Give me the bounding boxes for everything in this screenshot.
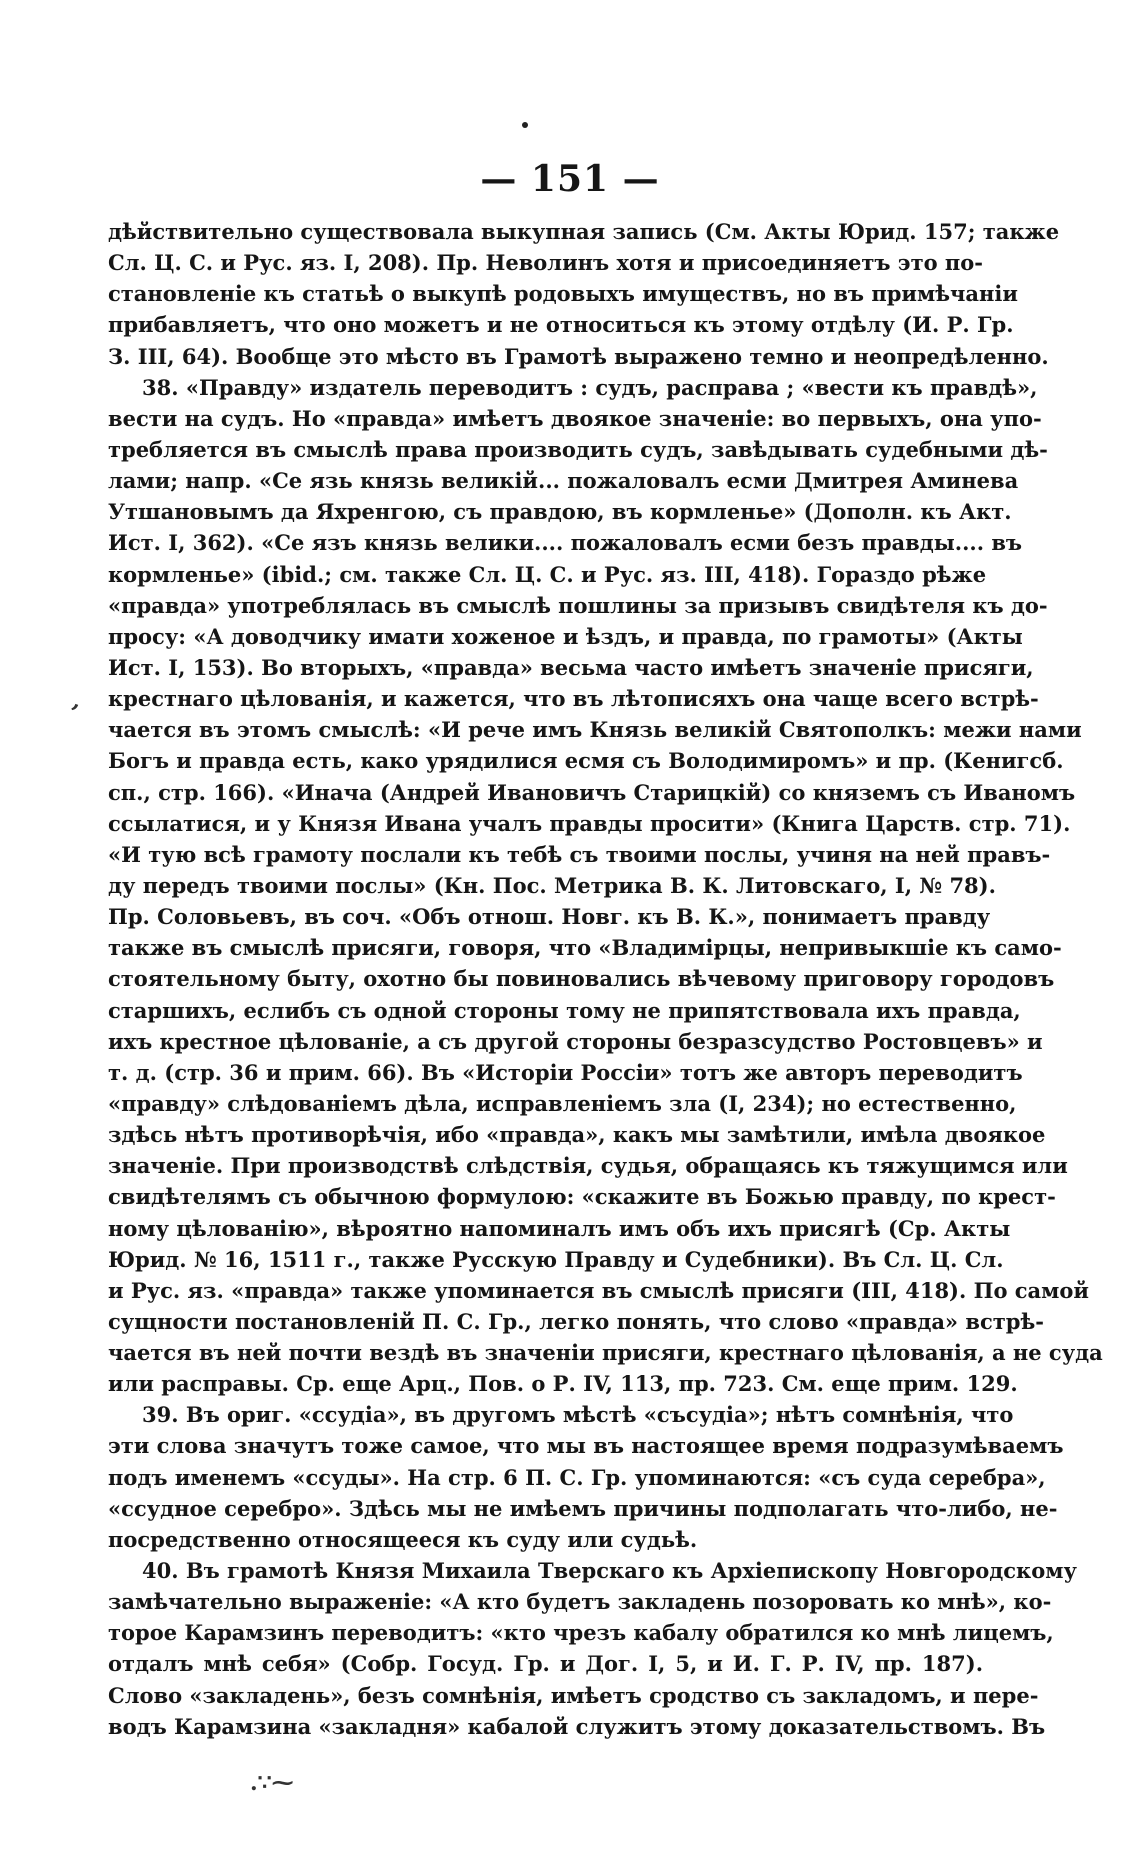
text-line: крестнаго цѣлованія, и кажется, что въ лѣтописяхъ она чаще всего встрѣ- [108,686,1039,712]
text-line: Сл. Ц. С. и Рус. яз. I, 208). Пр. Неволинъ хотя и присоединяетъ это по- [108,250,983,276]
text-line: посредственно относящееся къ суду или судьѣ. [108,1526,698,1552]
text-line: также въ смыслѣ присяги, говоря, что «Владимірцы, непривыкшіе къ само- [108,935,1062,961]
page-number: — 151 — [480,158,660,200]
text-line: Пр. Соловьевъ, въ соч. «Объ отнош. Новг. къ В. К.», понимаетъ правду [108,904,991,930]
text-line: сущности постановленій П. С. Гр., легко понять, что слово «правда» встрѣ- [108,1308,1044,1334]
speck-mark [522,122,528,128]
bottom-ink-mark: .∵⁓ [250,1770,294,1796]
text-line: 38. «Правду» издатель переводитъ : судъ, расправа ; «вести къ правдѣ», [142,374,1038,400]
text-line: вести на судъ. Но «правда» имѣетъ двоякое значеніе: во первыхъ, она упо- [108,405,1042,431]
text-line: З. III, 64). Вообще это мѣсто въ Грамотѣ выражено темно и неопредѣленно. [108,343,1049,369]
text-line: старшихъ, еслибъ съ одной стороны тому не припятствовала ихъ правда, [108,997,1021,1023]
text-line: торое Карамзинъ переводитъ: «кто чрезъ кабалу обратился ко мнѣ лицемъ, [108,1620,1054,1646]
text-line: отдалъ мнѣ себя» (Собр. Госуд. Гр. и Дог. I, 5, и И. Г. Р. IV, пр. 187). [108,1651,983,1677]
text-line: или расправы. Ср. еще Арц., Пов. о Р. IV, 113, пр. 723. См. еще прим. 129. [108,1371,1018,1397]
text-line: Богъ и правда есть, како урядилися есмя съ Володимиромъ» и пр. (Кенигсб. [108,748,1064,774]
text-line: ихъ крестное цѣлованіе, а съ другой стороны безразсудство Ростовцевъ» и [108,1028,1043,1054]
text-line: чается въ ней почти вездѣ въ значеніи присяги, крестнаго цѣлованія, а не суда [108,1340,1103,1366]
text-line: «правду» слѣдованіемъ дѣла, исправленіемъ зла (I, 234); но естественно, [108,1090,1017,1116]
body-text [108,216,1103,1742]
text-line: «правда» употреблялась въ смыслѣ пошлины за призывъ свидѣтеля къ до- [108,592,1048,618]
text-line: ному цѣлованію», вѣроятно напоминалъ имъ объ ихъ присягѣ (Ср. Акты [108,1215,1011,1241]
text-line: Ист. I, 362). «Се язъ князь велики.... пожаловалъ есми безъ правды.... въ [108,530,1023,556]
text-line: становленіе къ статьѣ о выкупѣ родовыхъ имуществъ, но въ примѣчаніи [108,281,1018,307]
text-line: водъ Карамзина «закладня» кабалой служитъ этому доказательствомъ. Въ [108,1713,1046,1739]
text-line: подъ именемъ «ссуды». На стр. 6 П. С. Гр. упоминаются: «съ суда серебра», [108,1464,1046,1490]
text-line: 39. Въ ориг. «ссудіа», въ другомъ мѣстѣ «съсудіа»; нѣтъ сомнѣнія, что [142,1402,1014,1428]
text-line: Утшановымъ да Яхренгою, съ правдою, въ кормленье» (Дополн. къ Акт. [108,499,1012,525]
text-line: ду передъ твоими послы» (Кн. Пос. Метрика В. К. Литовскаго, I, № 78). [108,872,996,898]
text-line: здѣсь нѣтъ противорѣчія, ибо «правда», какъ мы замѣтили, имѣла двоякое [108,1122,1046,1148]
text-line: Ист. I, 153). Во вторыхъ, «правда» весьма часто имѣетъ значеніе присяги, [108,654,1034,680]
text-line: значеніе. При производствѣ слѣдствія, судья, обращаясь къ тяжущимся или [108,1153,1068,1179]
text-line: замѣчательно выраженіе: «А кто будетъ закладень позоровать ко мнѣ», ко- [108,1589,1052,1615]
text-line: свидѣтелямъ съ обычною формулою: «скажите въ Божью правду, по крест- [108,1184,1056,1210]
text-line: сп., стр. 166). «Инача (Андрей Ивановичъ Старицкій) со княземъ съ Иваномъ [108,779,1076,805]
text-line: т. д. (стр. 36 и прим. 66). Въ «Исторіи Россіи» тотъ же авторъ переводитъ [108,1059,1023,1085]
text-line: дѣйствительно существовала выкупная запись (См. Акты Юрид. 157; также [108,219,1060,244]
text-line: «И тую всѣ грамоту послали къ тебѣ съ твоими послы, учиня на ней правъ- [108,841,1051,867]
margin-ink-mark: , [69,687,86,715]
text-line: ссылатися, и у Князя Ивана учалъ правды просити» (Книга Царств. стр. 71). [108,810,1071,836]
text-line: лами; напр. «Се язь князь великій... пожаловалъ есми Дмитрея Аминева [108,468,1019,494]
text-line: требляется въ смыслѣ права производить судъ, завѣдывать судебными дѣ- [108,436,1048,462]
text-line: просу: «А доводчику имати хоженое и ѣздъ, и правда, по грамоты» (Акты [108,623,1023,649]
text-line: «ссудное серебро». Здѣсь мы не имѣемъ причины подполагать что-либо, не- [108,1495,1058,1521]
text-line: Слово «закладень», безъ сомнѣнія, имѣетъ сродство съ закладомъ, и пере- [108,1682,1039,1708]
text-line: эти слова значутъ тоже самое, что мы въ настоящее время подразумѣваемъ [108,1433,1064,1459]
text-line: 40. Въ грамотѣ Князя Михаила Тверскаго къ Архіепископу Новгородскому [142,1558,1077,1584]
text-line: Юрид. № 16, 1511 г., также Русскую Правду и Судебники). Въ Сл. Ц. Сл. [108,1246,1004,1272]
text-line: и Рус. яз. «правда» также упоминается въ смыслѣ присяги (III, 418). По самой [108,1277,1089,1303]
text-line: кормленье» (ibid.; см. также Сл. Ц. С. и Рус. яз. III, 418). Гораздо рѣже [108,561,987,587]
text-line: чается въ этомъ смыслѣ: «И рече имъ Князь великій Святополкъ: межи нами [108,717,1082,743]
text-line: прибавляетъ, что оно можетъ и не относиться къ этому отдѣлу (И. Р. Гр. [108,312,1014,338]
text-line: стоятельному быту, охотно бы повиновались вѣчевому приговору городовъ [108,966,1055,992]
